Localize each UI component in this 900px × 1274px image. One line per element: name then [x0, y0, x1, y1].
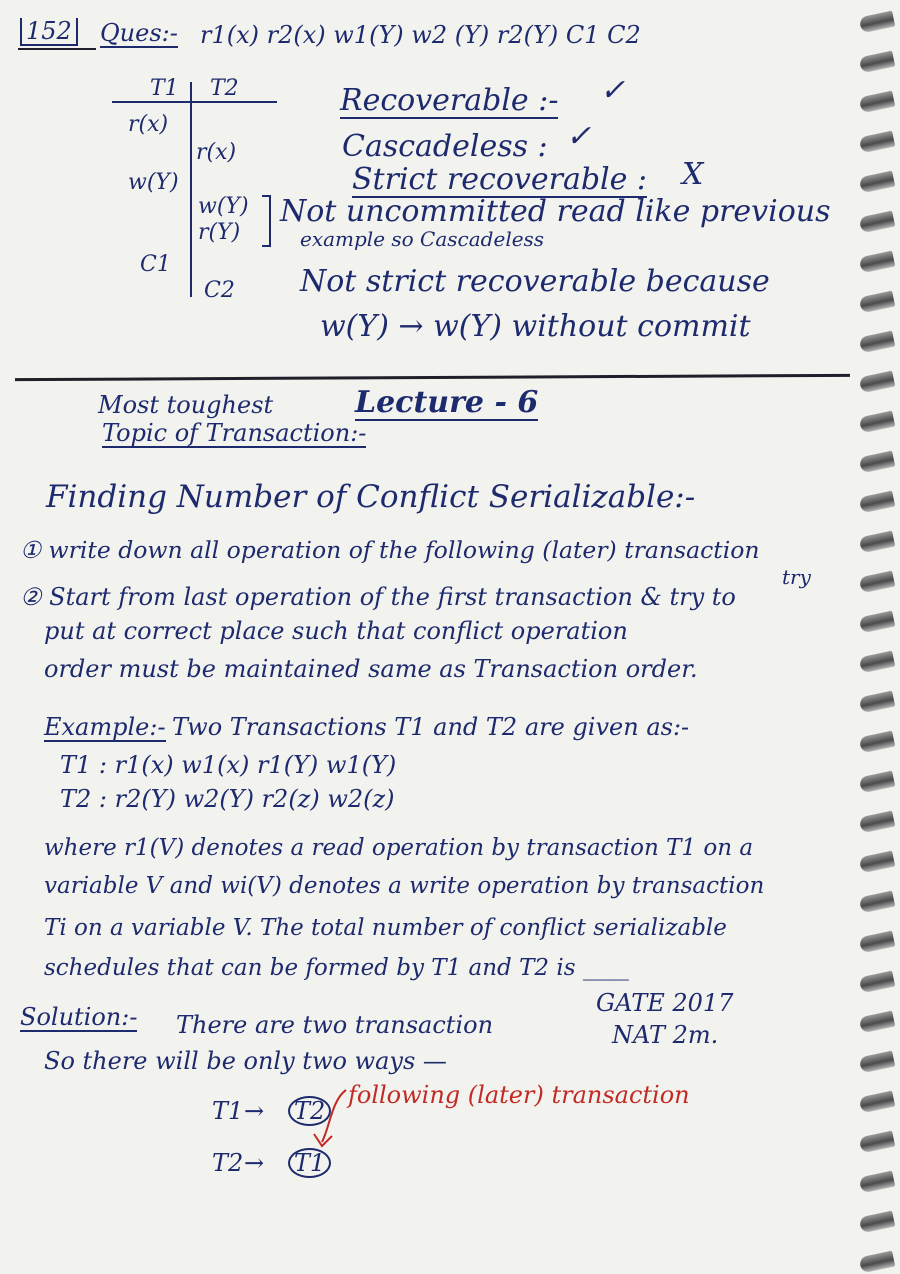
- question-number: 152: [20, 18, 78, 46]
- t2-op-commit: C2: [204, 278, 235, 303]
- side-note-line2: Topic of Transaction:-: [102, 419, 367, 447]
- way2-from: T2: [212, 1149, 244, 1177]
- table-bracket: [262, 196, 270, 246]
- example-desc-line3: Ti on a variable V. The total number of conflict serializable: [44, 915, 727, 941]
- notebook-spiral-binding: [854, 0, 894, 1274]
- step-2-line3: order must be maintained same as Transaction order.: [44, 655, 698, 683]
- cascadeless-check: ✓: [566, 119, 592, 154]
- question-label: Ques:-: [100, 19, 178, 47]
- step-2-line2: put at correct place such that conflict operation: [44, 617, 628, 645]
- t2-op-read-y: r(Y): [198, 220, 241, 245]
- step-2-line1: ② Start from last operation of the first transaction & try to: [20, 583, 736, 611]
- example-t1: T1 : r1(x) w1(x) r1(Y) w1(Y): [60, 751, 397, 779]
- gate-marks: NAT 2m.: [612, 1021, 719, 1049]
- example-desc-line1: where r1(V) denotes a read operation by transaction T1 on a: [44, 835, 754, 861]
- example-desc-line4: schedules that can be formed by T1 and T2 is ____: [44, 955, 629, 981]
- solution-line1: There are two transaction: [176, 1011, 494, 1039]
- t1-op-commit: C1: [140, 252, 171, 277]
- step-2-try-note: try: [782, 565, 811, 589]
- gate-source: GATE 2017: [596, 989, 734, 1017]
- side-note-line1: Most toughest: [98, 391, 274, 419]
- table-header-t2: T2: [210, 76, 239, 101]
- t2-op-read: r(x): [196, 140, 237, 165]
- t2-op-write: w(Y): [198, 194, 249, 219]
- question-schedule: r1(x) r2(x) w1(Y) w2 (Y) r2(Y) C1 C2: [200, 21, 641, 49]
- way1-to: T2: [288, 1096, 331, 1126]
- example-t2: T2 : r2(Y) w2(Y) r2(z) w2(z): [60, 785, 395, 813]
- step-1: ① write down all operation of the following (later) transaction: [20, 536, 760, 564]
- solution-line2: So there will be only two ways —: [44, 1047, 447, 1075]
- way1-from: T1: [212, 1097, 244, 1125]
- solution-label: Solution:-: [20, 1003, 138, 1031]
- way1-arrow: →: [244, 1097, 265, 1125]
- table-header-t1: T1: [150, 76, 179, 101]
- example-intro: Two Transactions T1 and T2 are given as:-: [172, 713, 690, 741]
- recoverable-check: ✓: [600, 73, 626, 108]
- strict-cross: X: [682, 157, 704, 192]
- way2-arrow: →: [244, 1149, 265, 1177]
- t1-op-read: r(x): [128, 112, 169, 137]
- way2-to: T1: [288, 1148, 331, 1178]
- section-heading: Finding Number of Conflict Serializable:-: [46, 479, 696, 515]
- note2-line1: Not strict recoverable because: [300, 264, 770, 299]
- cascadeless-label: Cascadeless :: [342, 129, 548, 164]
- red-annotation: following (later) transaction: [348, 1081, 690, 1109]
- note1-line1: Not uncommitted read like previous: [280, 194, 831, 229]
- note1-line2: example so Cascadeless: [300, 227, 545, 251]
- example-desc-line2: variable V and wi(V) denotes a write operation by transaction: [44, 873, 765, 899]
- example-label: Example:-: [44, 713, 166, 741]
- strict-label: Strict recoverable :: [352, 162, 648, 197]
- red-arrow-line: [322, 1090, 346, 1142]
- note2-line2: w(Y) → w(Y) without commit: [320, 309, 751, 344]
- t1-op-write: w(Y): [128, 170, 179, 195]
- lecture-title: Lecture - 6: [355, 385, 539, 420]
- recoverable-label: Recoverable :-: [340, 83, 559, 118]
